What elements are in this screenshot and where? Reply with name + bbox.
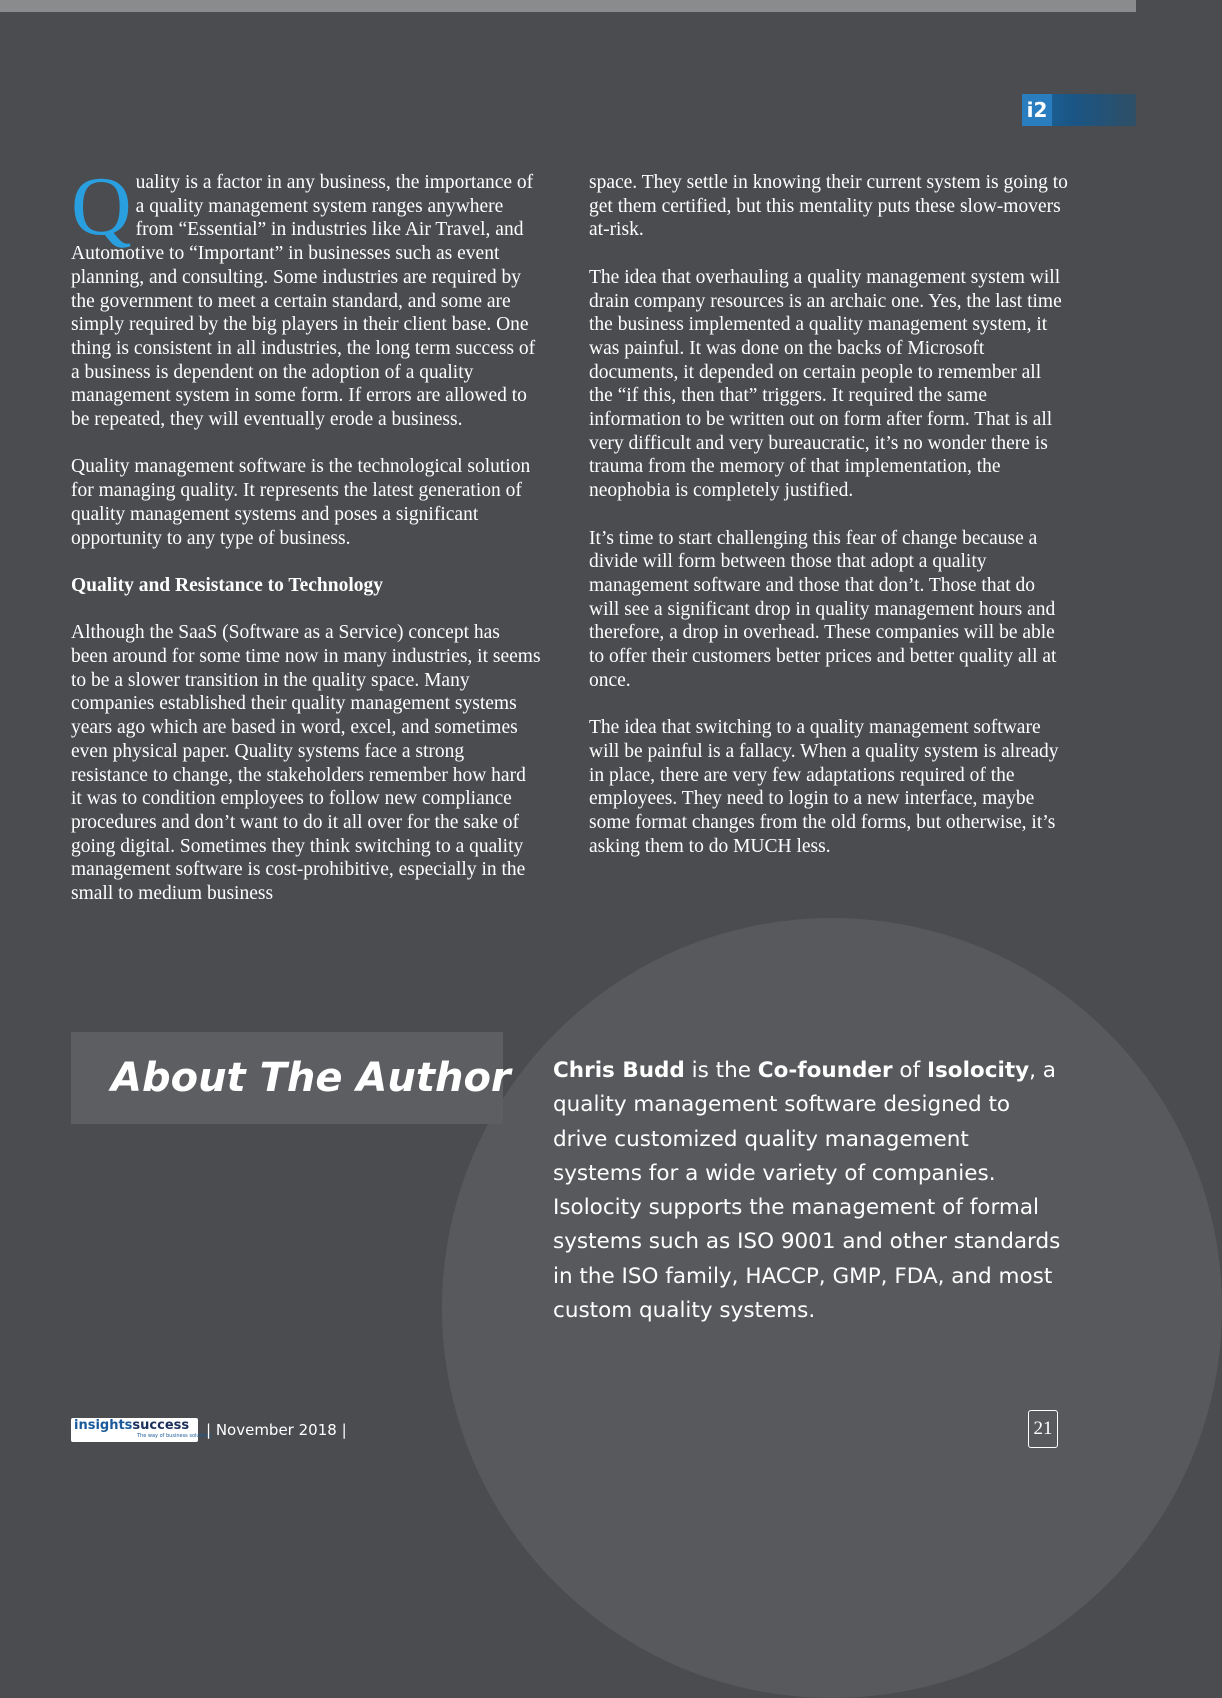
author-role: Co-founder (757, 1058, 893, 1083)
paragraph: The idea that overhauling a quality management system will drain company resources is an archaic one. Yes, the last time the business implemented a quality management system, it was painful. It was done on the backs of Microsoft documents, it depended on certain people to remember all the “if this, then that” triggers. It required the same information to be written out on form after form. That is all very difficult and very bureaucratic, it’s no wonder there is trauma from the memory of that implementation, the neophobia is completely justified. (589, 266, 1062, 502)
author-bio (553, 1054, 1063, 1328)
bio-text: , a quality management software designed to drive customized quality management systems for a wide variety of companies. Isolocity supports the management of formal systems such as ISO 9001 and other standards in the ISO family, HACCP, GMP, FDA, and most custom quality systems. (553, 1058, 1061, 1324)
bio-text: of (892, 1058, 927, 1083)
company-name: Isolocity (927, 1058, 1030, 1083)
insights-success-logo: insightssuccess The way of business solutions (71, 1418, 198, 1442)
paragraph: Although the SaaS (Software as a Service) concept has been around for some time now in many industries, it seems to be a slower transition in the quality space. Many companies established their quality management systems years ago which are based in word, excel, and sometimes even physical paper. Quality systems face a strong resistance to change, the stakeholders remember how hard it was to condition employees to follow new compliance procedures and don’t want to do it all over for the sake of going digital. Sometimes they think switching to a quality management software is cost-prohibitive, especially in the small to medium business (71, 622, 541, 905)
top-bar (0, 0, 1136, 12)
paragraph: It’s time to start challenging this fear of change because a divide will form between those that adopt a quality management software and those that don’t. Those that do will see a significant drop in quality management hours and therefore, a drop in overhead. These companies will be able to offer their customers better prices and better quality all at once. (589, 527, 1057, 691)
logo-tagline: The way of business solutions (137, 1433, 212, 1439)
about-author-title: About The Author (111, 1055, 511, 1101)
section-heading: Quality and Resistance to Technology (71, 574, 384, 596)
page-number: 21 (1028, 1410, 1058, 1448)
author-name: Chris Budd (553, 1058, 685, 1083)
bio-text: is the (684, 1058, 758, 1083)
paragraph-text: uality is a factor in any business, the importance of a quality management system ranges anywhere from “Essential” in industries like Air Travel, and Automotive to “Important” in businesses such as event planning, and consulting. Some industries are required by the government to meet a certain standard, and some are simply required by the big players in their client base. One thing is consistent in all industries, the long term success of a business is dependent on the adoption of a quality management system in some form. If errors are allowed to be repeated, they will eventually erode a business. (71, 172, 536, 431)
paragraph: space. They settle in knowing their current system is going to get them certified, but this mentality puts these slow-movers at-risk. (589, 172, 1068, 241)
about-author-box (71, 1032, 511, 1124)
paragraph: Quality management software is the technological solution for managing quality. It represents the latest generation of quality management systems and poses a significant opportunity to any type of business. (71, 456, 531, 549)
paragraph (71, 160, 541, 432)
paragraph: The idea that switching to a quality management software will be painful is a fallacy. When a quality system is already in place, there are very few adaptations required of the employees. They need to login to a new interface, maybe some format changes from the old forms, but otherwise, it’s asking them to do MUCH less. (589, 717, 1059, 857)
issue-date: | November 2018 | (206, 1421, 347, 1439)
article-left-column (71, 160, 541, 929)
article-right-column (589, 171, 1069, 882)
corner-logo-icon: i2 (1022, 94, 1052, 126)
drop-cap: Q (71, 160, 132, 253)
